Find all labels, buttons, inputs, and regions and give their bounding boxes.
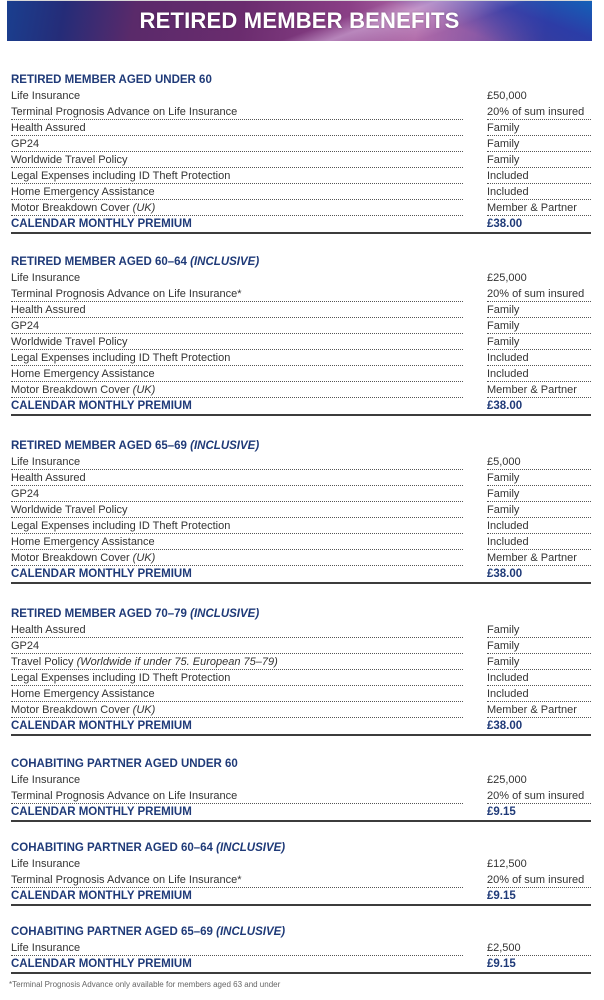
benefit-value: Family — [487, 502, 591, 518]
benefit-value: Included — [487, 168, 591, 184]
column-gap — [463, 88, 487, 104]
benefit-value: Family — [487, 152, 591, 168]
section-title — [11, 840, 591, 856]
benefit-row — [11, 302, 591, 318]
benefit-row — [11, 772, 591, 788]
benefit-row — [11, 702, 591, 718]
benefit-name: Health Assured — [11, 624, 86, 636]
column-gap — [463, 788, 487, 804]
benefit-label — [11, 454, 463, 470]
premium-value: £38.00 — [487, 720, 523, 732]
benefit-name: GP24 — [11, 640, 40, 652]
column-gap — [463, 622, 487, 638]
column-gap — [463, 382, 487, 398]
benefit-name: Life Insurance — [11, 90, 81, 102]
premium-label: CALENDAR MONTHLY PREMIUM — [11, 958, 192, 970]
benefit-value: Family — [487, 136, 591, 152]
benefit-row — [11, 470, 591, 486]
column-gap — [463, 638, 487, 654]
benefit-value: Included — [487, 366, 591, 382]
benefit-label — [11, 366, 463, 382]
section-title — [11, 438, 591, 454]
benefit-name: Health Assured — [11, 122, 86, 134]
benefit-name: Life Insurance — [11, 272, 81, 284]
column-gap — [463, 350, 487, 366]
column-gap — [463, 670, 487, 686]
benefit-name: Worldwide Travel Policy — [11, 154, 128, 166]
benefit-value: 20% of sum insured — [487, 788, 591, 804]
benefit-name: Worldwide Travel Policy — [11, 504, 128, 516]
benefit-row — [11, 788, 591, 804]
column-gap — [463, 772, 487, 788]
premium-row — [11, 566, 591, 584]
benefit-qualifier: (UK) — [132, 384, 156, 396]
benefit-value: 20% of sum insured — [487, 872, 591, 888]
benefit-value: Member & Partner — [487, 382, 591, 398]
benefit-name: Terminal Prognosis Advance on Life Insurance* — [11, 288, 242, 300]
benefit-row — [11, 184, 591, 200]
column-gap — [463, 518, 487, 534]
benefit-label — [11, 302, 463, 318]
section-title-text: COHABITING PARTNER AGED UNDER 60 — [11, 758, 238, 770]
benefit-section — [11, 756, 591, 822]
premium-label: CALENDAR MONTHLY PREMIUM — [11, 890, 192, 902]
benefit-value: Member & Partner — [487, 200, 591, 216]
section-title-qualifier: (INCLUSIVE) — [190, 608, 260, 620]
premium-label: CALENDAR MONTHLY PREMIUM — [11, 720, 192, 732]
benefit-value: Family — [487, 302, 591, 318]
benefit-value: Family — [487, 334, 591, 350]
benefit-name: Health Assured — [11, 472, 86, 484]
column-gap — [463, 318, 487, 334]
benefit-row — [11, 622, 591, 638]
benefit-label — [11, 788, 463, 804]
column-gap — [463, 550, 487, 566]
benefit-label — [11, 334, 463, 350]
benefit-value: £5,000 — [487, 454, 591, 470]
column-gap — [463, 334, 487, 350]
benefit-row — [11, 200, 591, 216]
benefit-section — [11, 438, 591, 584]
column-gap — [463, 168, 487, 184]
column-gap — [463, 502, 487, 518]
benefit-label — [11, 550, 463, 566]
benefit-name: Health Assured — [11, 304, 86, 316]
benefit-row — [11, 382, 591, 398]
benefit-value: Family — [487, 470, 591, 486]
benefit-row — [11, 120, 591, 136]
benefit-value: £12,500 — [487, 858, 527, 870]
premium-value: £9.15 — [487, 958, 516, 970]
column-gap — [463, 286, 487, 302]
premium-row — [11, 398, 591, 416]
benefit-value: Family — [487, 638, 591, 654]
column-gap — [463, 270, 487, 286]
section-title — [11, 72, 591, 88]
benefit-name: GP24 — [11, 320, 40, 332]
column-gap — [463, 152, 487, 168]
premium-row — [11, 216, 591, 234]
benefit-name: Terminal Prognosis Advance on Life Insurance — [11, 106, 238, 118]
benefit-row — [11, 136, 591, 152]
benefit-label — [11, 104, 463, 120]
column-gap — [463, 104, 487, 120]
benefit-name: Motor Breakdown Cover — [11, 704, 133, 716]
column-gap — [463, 184, 487, 200]
premium-row — [11, 888, 591, 906]
benefit-value: £50,000 — [487, 90, 527, 102]
benefit-label — [11, 772, 463, 788]
column-gap — [463, 856, 487, 872]
benefit-value: 20% of sum insured — [487, 286, 591, 302]
benefit-name: Legal Expenses including ID Theft Protection — [11, 520, 231, 532]
benefit-row — [11, 334, 591, 350]
benefit-section — [11, 840, 591, 906]
benefit-value: Family — [487, 622, 591, 638]
column-gap — [463, 136, 487, 152]
benefit-value: £25,000 — [487, 272, 527, 284]
column-gap — [463, 454, 487, 470]
benefit-label — [11, 638, 463, 654]
section-title-text: RETIRED MEMBER AGED UNDER 60 — [11, 74, 212, 86]
benefit-value: Family — [487, 120, 591, 136]
benefit-row — [11, 286, 591, 302]
benefit-label — [11, 940, 463, 956]
premium-value: £9.15 — [487, 890, 516, 902]
column-gap — [463, 486, 487, 502]
benefit-qualifier: (Worldwide if under 75. European 75–79) — [76, 656, 278, 668]
column-gap — [463, 702, 487, 718]
benefit-name: Legal Expenses including ID Theft Protection — [11, 352, 231, 364]
benefit-label — [11, 534, 463, 550]
benefit-row — [11, 270, 591, 286]
benefit-label — [11, 200, 463, 216]
benefit-label — [11, 168, 463, 184]
benefit-label — [11, 184, 463, 200]
benefit-label — [11, 856, 463, 872]
benefit-name: GP24 — [11, 488, 40, 500]
benefit-name: Home Emergency Assistance — [11, 186, 155, 198]
premium-row — [11, 718, 591, 736]
benefit-name: Life Insurance — [11, 774, 81, 786]
benefit-row — [11, 486, 591, 502]
section-title-text: COHABITING PARTNER AGED 60–64 — [11, 842, 217, 854]
column-gap — [463, 872, 487, 888]
section-title-qualifier: (INCLUSIVE) — [216, 842, 286, 854]
premium-row — [11, 956, 591, 974]
benefit-name: Home Emergency Assistance — [11, 368, 155, 380]
benefit-name: Home Emergency Assistance — [11, 688, 155, 700]
benefit-row — [11, 940, 591, 956]
benefit-row — [11, 856, 591, 872]
section-title-text: RETIRED MEMBER AGED 70–79 — [11, 608, 191, 620]
benefit-row — [11, 88, 591, 104]
benefit-name: Travel Policy — [11, 656, 77, 668]
benefit-label — [11, 382, 463, 398]
premium-label: CALENDAR MONTHLY PREMIUM — [11, 806, 192, 818]
benefit-label — [11, 470, 463, 486]
page-banner — [7, 0, 592, 41]
benefit-section — [11, 924, 591, 974]
benefit-value: Family — [487, 654, 591, 670]
benefit-label — [11, 686, 463, 702]
benefit-value: Member & Partner — [487, 702, 591, 718]
premium-value: £9.15 — [487, 806, 516, 818]
benefit-label — [11, 702, 463, 718]
column-gap — [463, 120, 487, 136]
benefits-list — [11, 72, 591, 974]
benefit-row — [11, 350, 591, 366]
benefit-name: Life Insurance — [11, 858, 81, 870]
column-gap — [463, 534, 487, 550]
benefit-value: Included — [487, 686, 591, 702]
benefit-label — [11, 88, 463, 104]
benefit-value: Included — [487, 670, 591, 686]
page-title: RETIRED MEMBER BENEFITS — [139, 8, 460, 33]
benefit-qualifier: (UK) — [132, 552, 156, 564]
benefit-row — [11, 670, 591, 686]
benefit-value: Member & Partner — [487, 550, 591, 566]
column-gap — [463, 654, 487, 670]
benefit-row — [11, 152, 591, 168]
benefit-name: Legal Expenses including ID Theft Protection — [11, 672, 231, 684]
benefit-section — [11, 254, 591, 416]
benefit-row — [11, 168, 591, 184]
benefit-section — [11, 72, 591, 234]
column-gap — [463, 686, 487, 702]
section-title-text: COHABITING PARTNER AGED 65–69 — [11, 926, 217, 938]
benefit-label — [11, 318, 463, 334]
benefit-label — [11, 350, 463, 366]
section-title — [11, 254, 591, 270]
benefit-row — [11, 518, 591, 534]
benefit-row — [11, 686, 591, 702]
benefit-row — [11, 534, 591, 550]
benefit-name: Life Insurance — [11, 942, 81, 954]
benefit-name: Life Insurance — [11, 456, 81, 468]
premium-value: £38.00 — [487, 568, 523, 580]
benefit-label — [11, 654, 463, 670]
benefit-row — [11, 638, 591, 654]
benefit-name: Motor Breakdown Cover — [11, 384, 133, 396]
benefit-name: Motor Breakdown Cover — [11, 202, 133, 214]
benefit-row — [11, 550, 591, 566]
benefit-qualifier: (UK) — [132, 202, 156, 214]
benefit-name: Home Emergency Assistance — [11, 536, 155, 548]
column-gap — [463, 470, 487, 486]
premium-label: CALENDAR MONTHLY PREMIUM — [11, 218, 192, 230]
benefit-row — [11, 654, 591, 670]
section-title-qualifier: (INCLUSIVE) — [190, 440, 260, 452]
premium-label: CALENDAR MONTHLY PREMIUM — [11, 400, 192, 412]
premium-label: CALENDAR MONTHLY PREMIUM — [11, 568, 192, 580]
benefit-value: Included — [487, 518, 591, 534]
benefit-name: Terminal Prognosis Advance on Life Insurance* — [11, 874, 242, 886]
column-gap — [463, 302, 487, 318]
section-title — [11, 606, 591, 622]
benefit-row — [11, 502, 591, 518]
benefit-value: 20% of sum insured — [487, 104, 591, 120]
benefit-row — [11, 872, 591, 888]
benefit-value: £2,500 — [487, 940, 591, 956]
benefit-value: £25,000 — [487, 774, 527, 786]
benefit-row — [11, 454, 591, 470]
benefit-label — [11, 152, 463, 168]
section-title-text: RETIRED MEMBER AGED 60–64 — [11, 256, 191, 268]
benefit-label — [11, 286, 463, 302]
benefit-row — [11, 318, 591, 334]
benefit-value: Family — [487, 318, 591, 334]
section-title-qualifier: (INCLUSIVE) — [190, 256, 260, 268]
benefit-name: Terminal Prognosis Advance on Life Insurance — [11, 790, 238, 802]
benefit-name: Worldwide Travel Policy — [11, 336, 128, 348]
benefit-label — [11, 670, 463, 686]
premium-value: £38.00 — [487, 400, 523, 412]
column-gap — [463, 200, 487, 216]
benefit-row — [11, 104, 591, 120]
section-title-text: RETIRED MEMBER AGED 65–69 — [11, 440, 191, 452]
section-title — [11, 924, 591, 940]
benefit-label — [11, 120, 463, 136]
premium-value: £38.00 — [487, 218, 523, 230]
column-gap — [463, 366, 487, 382]
benefit-name: Motor Breakdown Cover — [11, 552, 133, 564]
benefit-label — [11, 486, 463, 502]
section-title-qualifier: (INCLUSIVE) — [216, 926, 286, 938]
benefit-value: Family — [487, 486, 591, 502]
benefit-label — [11, 518, 463, 534]
benefit-label — [11, 270, 463, 286]
benefit-name: GP24 — [11, 138, 40, 150]
benefit-row — [11, 366, 591, 382]
benefit-label — [11, 502, 463, 518]
benefit-qualifier: (UK) — [132, 704, 156, 716]
benefit-section — [11, 606, 591, 736]
benefit-value: Included — [487, 534, 591, 550]
column-gap — [463, 940, 487, 956]
premium-row — [11, 804, 591, 822]
benefit-label — [11, 136, 463, 152]
benefit-value: Included — [487, 350, 591, 366]
benefit-label — [11, 872, 463, 888]
footnote: *Terminal Prognosis Advance only available for members aged 63 and under — [9, 980, 281, 989]
benefit-name: Legal Expenses including ID Theft Protection — [11, 170, 231, 182]
benefit-value: Included — [487, 184, 591, 200]
section-title — [11, 756, 591, 772]
benefit-label — [11, 622, 463, 638]
